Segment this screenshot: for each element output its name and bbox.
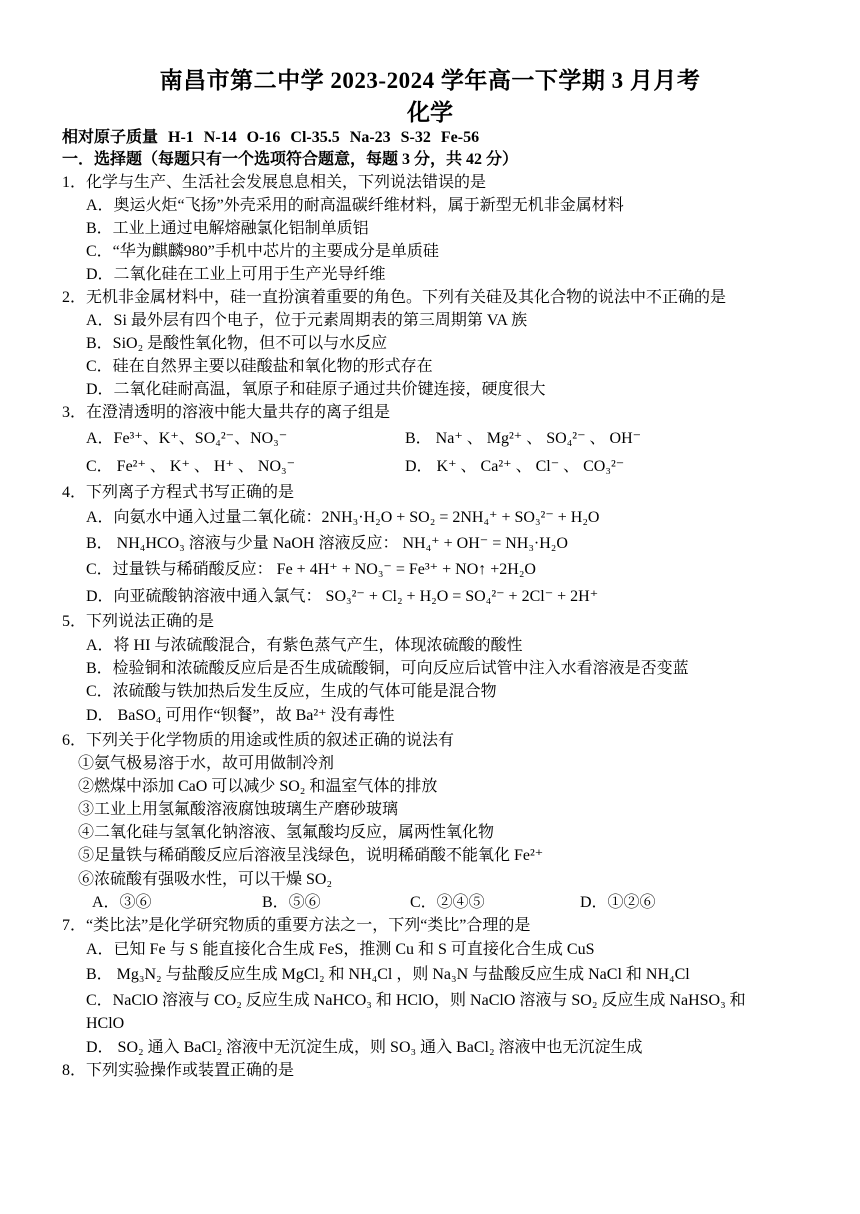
q2-option-b: B．SiO₂ 是酸性氧化物，但不可以与水反应 (86, 335, 388, 352)
q7-option-d: D． SO₂ 通入 BaCl₂ 溶液中无沉淀生成，则 SO₃ 通入 BaCl₂ 溶液中也无沉淀生成 (86, 1039, 643, 1056)
q7-stem: 7．“类比法”是化学研究物质的重要方法之一，下列“类比”合理的是 (62, 917, 531, 934)
exam-title: 南昌市第二中学 2023-2024 学年高一下学期 3 月月考 (159, 68, 701, 93)
q7-option-a: A．已知 Fe 与 S 能直接化合生成 FeS，推测 Cu 和 S 可直接化合生成 CuS (86, 941, 595, 958)
q2-stem: 2．无机非金属材料中，硅一直扮演着重要的角色。下列有关硅及其化合物的说法中不正确的是 (62, 289, 727, 306)
q5-option-b: B．检验铜和浓硫酸反应后是否生成硫酸铜，可向反应后试管中注入水看溶液是否变蓝 (86, 660, 689, 677)
subject-title: 化学 (407, 100, 453, 125)
q4-option-b: B． NH₄HCO₃ 溶液与少量 NaOH 溶液反应： NH₄⁺ + OH⁻ = NH₃·H₂O (86, 535, 568, 552)
q6-option-a: A．③⑥ (92, 894, 152, 911)
q6-statement-2: ②燃煤中添加 CaO 可以减少 SO₂ 和温室气体的排放 (78, 778, 438, 795)
q1-option-d: D．二氧化硅在工业上可用于生产光导纤维 (86, 266, 386, 283)
q6-statement-3: ③工业上用氢氟酸溶液腐蚀玻璃生产磨砂玻璃 (78, 801, 399, 818)
q4-option-c: C．过量铁与稀硝酸反应： Fe + 4H⁺ + NO₃⁻ = Fe³⁺ + NO↑ +2H₂O (86, 561, 536, 578)
q3-option-c: C． Fe²⁺ 、 K⁺ 、 H⁺ 、 NO₃⁻ (86, 458, 296, 475)
q5-option-d: D． BaSO₄ 可用作“钡餐”，故 Ba²⁺ 没有毒性 (86, 707, 395, 724)
q6-stem: 6．下列关于化学物质的用途或性质的叙述正确的说法有 (62, 732, 455, 749)
q6-statement-1: ①氨气极易溶于水，故可用做制冷剂 (78, 755, 335, 772)
q7-option-c-line2: HClO (86, 1015, 125, 1032)
atomic-masses: 相对原子质量 H-1 N-14 O-16 Cl-35.5 Na-23 S-32 Fe-56 (62, 129, 480, 146)
q4-option-d: D．向亚硫酸钠溶液中通入氯气： SO₃²⁻ + Cl₂ + H₂O = SO₄²⁻ + 2Cl⁻ + 2H⁺ (86, 588, 599, 605)
q6-option-d: D．①②⑥ (580, 894, 656, 911)
q5-option-c: C．浓硫酸与铁加热后发生反应，生成的气体可能是混合物 (86, 683, 497, 700)
q7-option-c-line1: C．NaClO 溶液与 CO₂ 反应生成 NaHCO₃ 和 HClO，则 NaClO 溶液与 SO₂ 反应生成 NaHSO₃ 和 (86, 992, 746, 1009)
q6-statement-4: ④二氧化硅与氢氧化钠溶液、氢氟酸均反应，属两性氧化物 (78, 824, 495, 841)
q3-stem: 3．在澄清透明的溶液中能大量共存的离子组是 (62, 404, 391, 421)
q7-option-b: B． Mg₃N₂ 与盐酸反应生成 MgCl₂ 和 NH₄Cl ，则 Na₃N 与盐酸反应生成 NaCl 和 NH₄Cl (86, 966, 690, 983)
q1-option-a: A．奥运火炬“飞扬”外壳采用的耐高温碳纤维材料，属于新型无机非金属材料 (86, 197, 624, 214)
q6-statement-6: ⑥浓硫酸有强吸水性，可以干燥 SO₂ (78, 871, 333, 888)
q4-option-a: A．向氨水中通入过量二氧化硫：2NH₃·H₂O + SO₂ = 2NH₄⁺ + SO₃²⁻ + H₂O (86, 509, 600, 526)
q8-stem: 8．下列实验操作或装置正确的是 (62, 1062, 295, 1079)
q3-option-d: D． K⁺ 、 Ca²⁺ 、 Cl⁻ 、 CO₃²⁻ (405, 458, 625, 475)
q5-stem: 5．下列说法正确的是 (62, 613, 215, 630)
q3-option-b: B． Na⁺ 、 Mg²⁺ 、 SO₄²⁻ 、 OH⁻ (405, 430, 642, 447)
q1-option-b: B．工业上通过电解熔融氯化铝制单质铝 (86, 220, 369, 237)
section-heading: 一．选择题（每题只有一个选项符合题意，每题 3 分，共 42 分） (62, 151, 519, 168)
q6-option-b: B．⑤⑥ (262, 894, 321, 911)
q6-option-c: C．②④⑤ (410, 894, 485, 911)
q6-statement-5: ⑤足量铁与稀硝酸反应后溶液呈浅绿色，说明稀硝酸不能氧化 Fe²⁺ (78, 847, 544, 864)
q2-option-d: D．二氧化硅耐高温，氧原子和硅原子通过共价键连接，硬度很大 (86, 381, 546, 398)
q5-option-a: A．将 HI 与浓硫酸混合，有紫色蒸气产生，体现浓硫酸的酸性 (86, 637, 523, 654)
q1-stem: 1．化学与生产、生活社会发展息息相关，下列说法错误的是 (62, 174, 487, 191)
q3-option-a: A．Fe³⁺、K⁺、SO₄²⁻、NO₃⁻ (86, 430, 288, 447)
q2-option-c: C．硅在自然界主要以硅酸盐和氧化物的形式存在 (86, 358, 433, 375)
q2-option-a: A．Si 最外层有四个电子，位于元素周期表的第三周期第 VA 族 (86, 312, 528, 329)
q1-option-c: C．“华为麒麟980”手机中芯片的主要成分是单质硅 (86, 243, 439, 260)
q4-stem: 4．下列离子方程式书写正确的是 (62, 484, 295, 501)
